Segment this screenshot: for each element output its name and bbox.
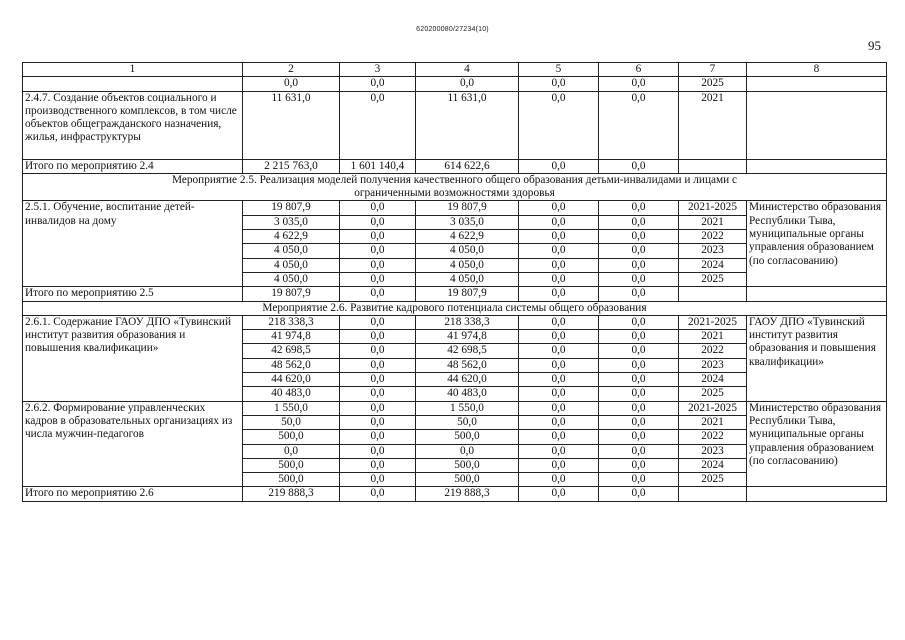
cell-value: 0,0 xyxy=(599,77,679,91)
empty-cell xyxy=(747,77,887,91)
total-label: Итого по мероприятию 2.6 xyxy=(23,487,243,501)
cell-value: 0,0 xyxy=(519,444,599,458)
cell-value: 19 807,9 xyxy=(416,287,519,301)
header-cell: 3 xyxy=(340,63,416,77)
header-cell: 6 xyxy=(599,63,679,77)
cell-value: 0,0 xyxy=(599,244,679,258)
cell-value: 0,0 xyxy=(519,244,599,258)
cell-value: 0,0 xyxy=(519,201,599,215)
header-cell: 2 xyxy=(243,63,340,77)
cell-value: 19 807,9 xyxy=(243,201,340,215)
activity-name: 2.6.2. Формирование управленческих кадров в образовательных организациях из числа мужчин-педагогов xyxy=(23,401,243,487)
cell-year: 2025 xyxy=(679,387,747,401)
cell-year: 2022 xyxy=(679,230,747,244)
cell-year: 2021 xyxy=(679,215,747,229)
cell-value: 4 622,9 xyxy=(416,230,519,244)
program-table xyxy=(22,62,887,502)
cell-value: 0,0 xyxy=(519,373,599,387)
cell-value: 0,0 xyxy=(519,330,599,344)
cell-year: 2025 xyxy=(679,77,747,91)
cell-value: 0,0 xyxy=(519,358,599,372)
cell-value: 42 698,5 xyxy=(243,344,340,358)
cell-year: 2022 xyxy=(679,344,747,358)
cell-value: 0,0 xyxy=(340,91,416,159)
cell-value: 4 050,0 xyxy=(416,272,519,286)
cell-value: 0,0 xyxy=(599,230,679,244)
cell-value: 0,0 xyxy=(599,344,679,358)
cell-value: 0,0 xyxy=(340,458,416,472)
cell-year: 2022 xyxy=(679,430,747,444)
section-title: Мероприятие 2.6. Развитие кадрового потенциала системы общего образования xyxy=(23,301,887,315)
cell-value: 0,0 xyxy=(599,373,679,387)
cell-value: 500,0 xyxy=(243,458,340,472)
cell-value: 1 550,0 xyxy=(243,401,340,415)
cell-value: 0,0 xyxy=(519,473,599,487)
cell-value: 0,0 xyxy=(340,415,416,429)
cell-value: 1 601 140,4 xyxy=(340,159,416,173)
cell-value: 0,0 xyxy=(599,401,679,415)
cell-value: 0,0 xyxy=(519,91,599,159)
cell-value: 0,0 xyxy=(416,77,519,91)
cell-value: 48 562,0 xyxy=(243,358,340,372)
table-row xyxy=(23,201,887,215)
cell-year: 2021-2025 xyxy=(679,201,747,215)
cell-year: 2023 xyxy=(679,244,747,258)
empty-cell xyxy=(23,77,243,91)
total-label: Итого по мероприятию 2.4 xyxy=(23,159,243,173)
cell-value: 4 050,0 xyxy=(243,244,340,258)
cell-value: 48 562,0 xyxy=(416,358,519,372)
cell-value: 0,0 xyxy=(599,258,679,272)
cell-value: 500,0 xyxy=(416,430,519,444)
cell-value: 0,0 xyxy=(340,244,416,258)
empty-cell xyxy=(679,159,747,173)
cell-value: 0,0 xyxy=(340,330,416,344)
cell-value: 500,0 xyxy=(243,430,340,444)
cell-year: 2023 xyxy=(679,444,747,458)
cell-value: 4 050,0 xyxy=(416,244,519,258)
empty-cell xyxy=(747,159,887,173)
cell-value: 0,0 xyxy=(599,387,679,401)
cell-value: 0,0 xyxy=(340,77,416,91)
cell-value: 41 974,8 xyxy=(243,330,340,344)
cell-value: 218 338,3 xyxy=(416,315,519,329)
cell-value: 0,0 xyxy=(599,430,679,444)
cell-value: 50,0 xyxy=(416,415,519,429)
cell-value: 0,0 xyxy=(243,444,340,458)
cell-value: 0,0 xyxy=(243,77,340,91)
cell-value: 0,0 xyxy=(340,315,416,329)
cell-value: 0,0 xyxy=(519,415,599,429)
cell-value: 3 035,0 xyxy=(243,215,340,229)
cell-value: 0,0 xyxy=(599,201,679,215)
cell-value: 0,0 xyxy=(519,272,599,286)
activity-name: 2.4.7. Создание объектов социального и производственного комплексов, в том числе объектов общегражданского назначения, жилья, инфраструктуры xyxy=(23,91,243,159)
cell-value: 500,0 xyxy=(416,458,519,472)
cell-value: 0,0 xyxy=(519,458,599,472)
cell-year: 2025 xyxy=(679,272,747,286)
table-row xyxy=(23,77,887,91)
cell-value: 0,0 xyxy=(340,215,416,229)
header-cell: 4 xyxy=(416,63,519,77)
total-row xyxy=(23,487,887,501)
cell-value: 0,0 xyxy=(519,77,599,91)
cell-value: 0,0 xyxy=(519,230,599,244)
cell-year: 2024 xyxy=(679,458,747,472)
cell-value: 219 888,3 xyxy=(243,487,340,501)
executor-cell: ГАОУ ДПО «Тувинский институт развития образования и повышения квалификации» xyxy=(747,315,887,401)
cell-value: 0,0 xyxy=(599,287,679,301)
cell-value: 218 338,3 xyxy=(243,315,340,329)
activity-name: 2.6.1. Содержание ГАОУ ДПО «Тувинский институт развития образования и повышения квалификации» xyxy=(23,315,243,401)
section-title: Мероприятие 2.5. Реализация моделей получения качественного общего образования детьми-инвалидами и лицами с ограниченными возможностями здоровья xyxy=(23,173,887,201)
header-cell: 5 xyxy=(519,63,599,77)
cell-value: 500,0 xyxy=(243,473,340,487)
cell-value: 3 035,0 xyxy=(416,215,519,229)
table-row xyxy=(23,91,887,159)
header-cell: 7 xyxy=(679,63,747,77)
empty-cell xyxy=(747,487,887,501)
cell-value: 0,0 xyxy=(519,159,599,173)
total-row xyxy=(23,159,887,173)
cell-year: 2021-2025 xyxy=(679,401,747,415)
cell-value: 0,0 xyxy=(340,358,416,372)
cell-value: 0,0 xyxy=(340,444,416,458)
cell-value: 41 974,8 xyxy=(416,330,519,344)
cell-value: 19 807,9 xyxy=(416,201,519,215)
cell-value: 0,0 xyxy=(519,387,599,401)
cell-value: 500,0 xyxy=(416,473,519,487)
cell-value: 0,0 xyxy=(340,487,416,501)
cell-value: 4 050,0 xyxy=(416,258,519,272)
cell-year: 2023 xyxy=(679,358,747,372)
total-label: Итого по мероприятию 2.5 xyxy=(23,287,243,301)
cell-value: 0,0 xyxy=(599,315,679,329)
cell-value: 4 050,0 xyxy=(243,272,340,286)
cell-value: 4 622,9 xyxy=(243,230,340,244)
cell-value: 0,0 xyxy=(340,201,416,215)
cell-value: 0,0 xyxy=(599,487,679,501)
cell-value: 0,0 xyxy=(340,344,416,358)
cell-value: 0,0 xyxy=(599,473,679,487)
activity-name: 2.5.1. Обучение, воспитание детей-инвалидов на дому xyxy=(23,201,243,287)
cell-value: 0,0 xyxy=(340,387,416,401)
cell-value: 40 483,0 xyxy=(243,387,340,401)
cell-value: 219 888,3 xyxy=(416,487,519,501)
cell-year: 2021 xyxy=(679,415,747,429)
cell-value: 50,0 xyxy=(243,415,340,429)
cell-year: 2024 xyxy=(679,373,747,387)
cell-value: 44 620,0 xyxy=(243,373,340,387)
cell-value: 19 807,9 xyxy=(243,287,340,301)
cell-value: 0,0 xyxy=(599,272,679,286)
cell-year: 2024 xyxy=(679,258,747,272)
total-row xyxy=(23,287,887,301)
empty-cell xyxy=(679,287,747,301)
cell-value: 0,0 xyxy=(340,272,416,286)
empty-cell xyxy=(747,91,887,159)
cell-value: 0,0 xyxy=(340,258,416,272)
cell-year: 2025 xyxy=(679,473,747,487)
cell-value: 0,0 xyxy=(340,230,416,244)
cell-value: 0,0 xyxy=(599,159,679,173)
cell-value: 40 483,0 xyxy=(416,387,519,401)
cell-value: 0,0 xyxy=(340,430,416,444)
cell-value: 0,0 xyxy=(519,258,599,272)
cell-value: 0,0 xyxy=(519,215,599,229)
section-row xyxy=(23,301,887,315)
cell-value: 0,0 xyxy=(599,91,679,159)
cell-value: 0,0 xyxy=(340,401,416,415)
cell-value: 0,0 xyxy=(519,487,599,501)
cell-value: 0,0 xyxy=(519,344,599,358)
table-row xyxy=(23,401,887,415)
cell-value: 0,0 xyxy=(519,287,599,301)
cell-value: 2 215 763,0 xyxy=(243,159,340,173)
cell-year: 2021 xyxy=(679,91,747,159)
cell-value: 0,0 xyxy=(519,401,599,415)
header-row xyxy=(23,63,887,77)
cell-value: 11 631,0 xyxy=(416,91,519,159)
cell-value: 0,0 xyxy=(519,315,599,329)
header-cell: 8 xyxy=(747,63,887,77)
empty-cell xyxy=(747,287,887,301)
document-id: 620200080/27234(10) xyxy=(416,26,489,33)
cell-value: 0,0 xyxy=(599,330,679,344)
cell-value: 614 622,6 xyxy=(416,159,519,173)
cell-year: 2021-2025 xyxy=(679,315,747,329)
cell-value: 0,0 xyxy=(416,444,519,458)
executor-cell: Министерство образования Республики Тыва, муниципальные органы управления образованием (по согласованию) xyxy=(747,401,887,487)
cell-value: 0,0 xyxy=(340,373,416,387)
cell-value: 0,0 xyxy=(599,215,679,229)
cell-value: 0,0 xyxy=(599,415,679,429)
cell-value: 0,0 xyxy=(519,430,599,444)
cell-value: 44 620,0 xyxy=(416,373,519,387)
executor-cell: Министерство образования Республики Тыва, муниципальные органы управления образованием (по согласованию) xyxy=(747,201,887,287)
header-cell: 1 xyxy=(23,63,243,77)
section-row xyxy=(23,173,887,201)
empty-cell xyxy=(679,487,747,501)
cell-value: 0,0 xyxy=(599,444,679,458)
cell-value: 0,0 xyxy=(599,458,679,472)
cell-value: 4 050,0 xyxy=(243,258,340,272)
page-number: 95 xyxy=(868,38,881,53)
cell-value: 0,0 xyxy=(340,287,416,301)
table-row xyxy=(23,315,887,329)
cell-value: 1 550,0 xyxy=(416,401,519,415)
cell-value: 11 631,0 xyxy=(243,91,340,159)
cell-value: 42 698,5 xyxy=(416,344,519,358)
cell-value: 0,0 xyxy=(599,358,679,372)
cell-value: 0,0 xyxy=(340,473,416,487)
cell-year: 2021 xyxy=(679,330,747,344)
